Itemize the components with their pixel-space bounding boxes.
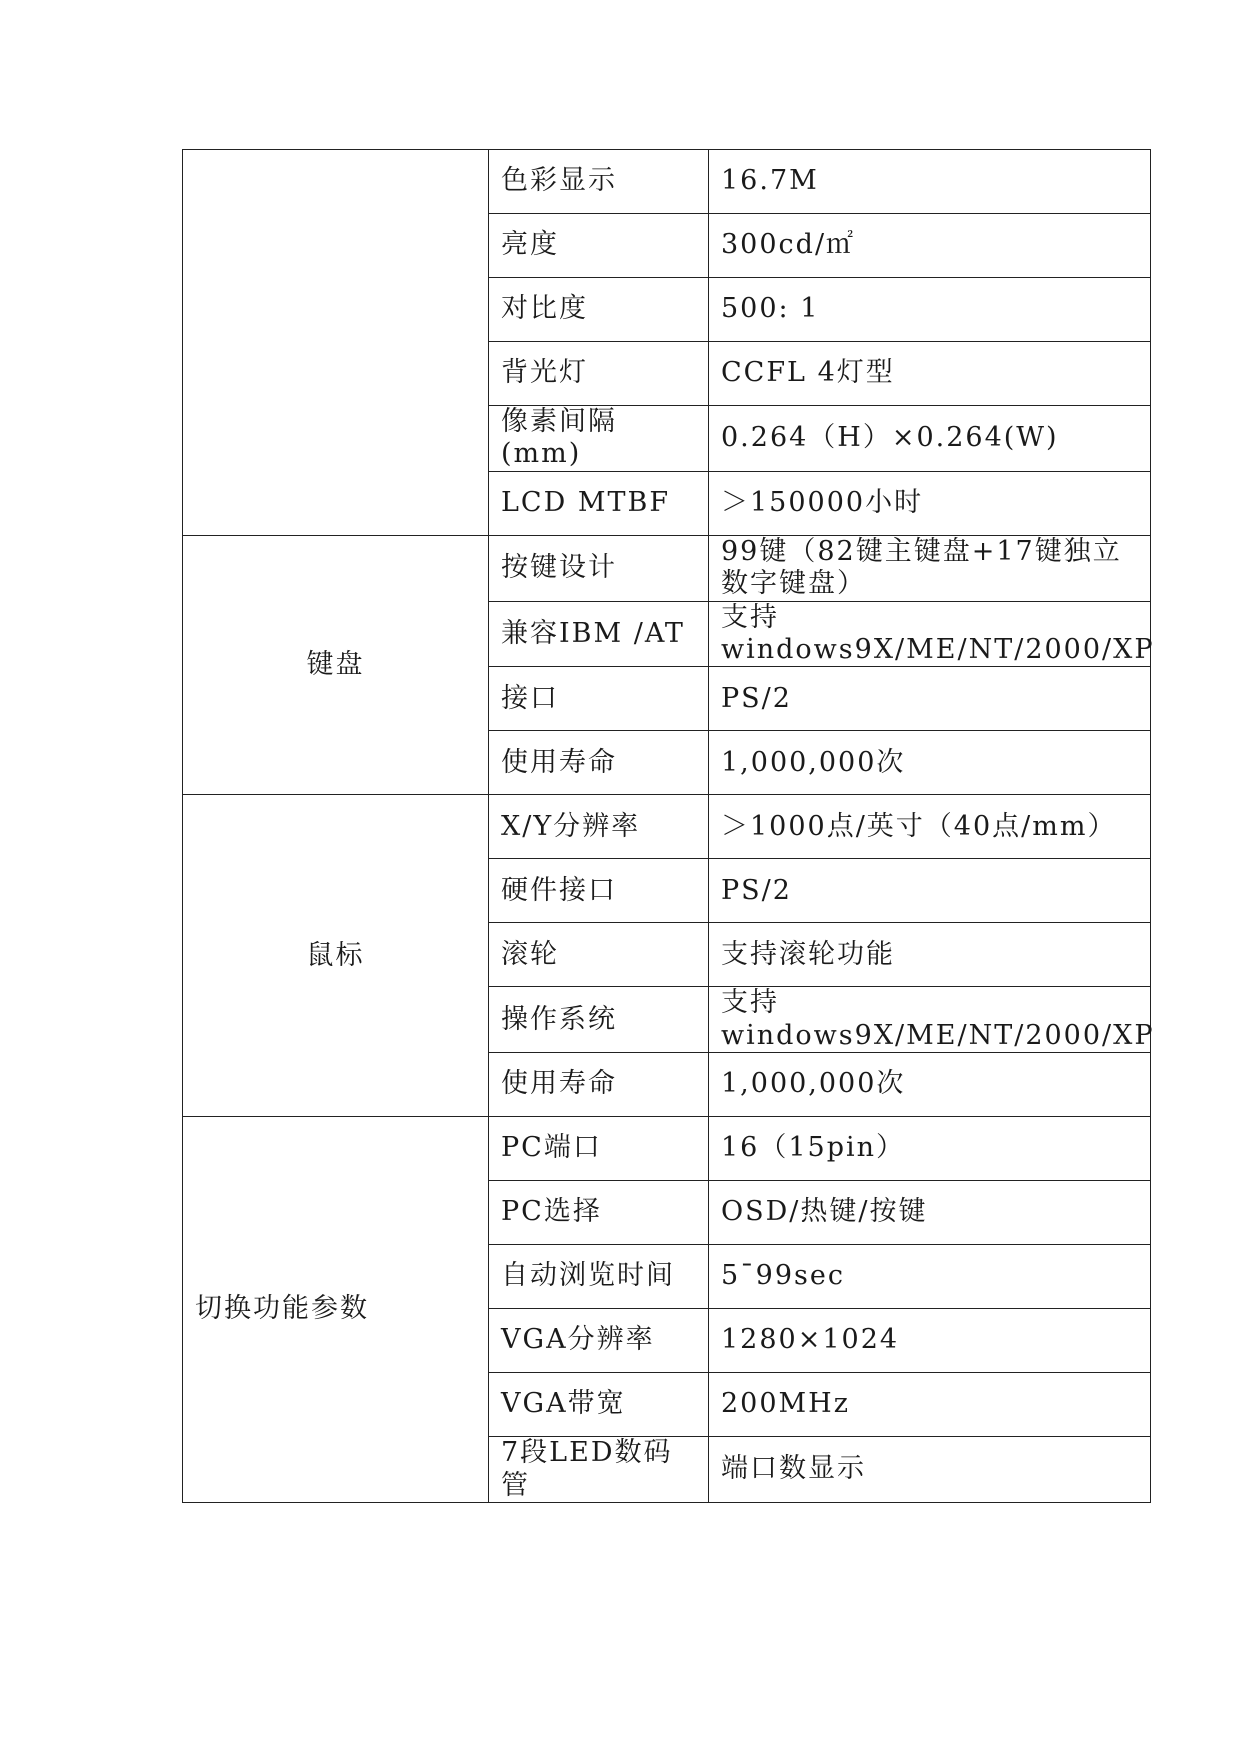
value-cell: 支持滚轮功能 — [709, 923, 1151, 987]
value-cell: ＞150000小时 — [709, 471, 1151, 535]
value-cell: OSD/热键/按键 — [709, 1181, 1151, 1245]
table-row — [183, 1117, 1151, 1181]
value-cell: 300cd/㎡ — [709, 214, 1151, 278]
value-cell: 5¯99sec — [709, 1245, 1151, 1309]
param-cell: VGA分辨率 — [489, 1309, 709, 1373]
param-cell: 色彩显示 — [489, 150, 709, 214]
value-cell: 0.264（H）×0.264(W) — [709, 406, 1151, 472]
param-cell: 硬件接口 — [489, 859, 709, 923]
param-cell: 背光灯 — [489, 342, 709, 406]
group-cell-mouse: 鼠标 — [183, 795, 489, 1117]
param-cell: 接口 — [489, 667, 709, 731]
value-cell: 1280×1024 — [709, 1309, 1151, 1373]
param-cell: 对比度 — [489, 278, 709, 342]
value-cell: 1,000,000次 — [709, 731, 1151, 795]
group-cell-keyboard: 键盘 — [183, 535, 489, 795]
param-cell: 亮度 — [489, 214, 709, 278]
table-row — [183, 535, 1151, 601]
spec-table — [182, 149, 1155, 1503]
group-cell-display — [183, 150, 489, 536]
value-cell: 16.7M — [709, 150, 1151, 214]
value-cell: 支持windows9X/ME/NT/2000/XP — [709, 987, 1151, 1053]
param-cell: X/Y分辨率 — [489, 795, 709, 859]
value-cell: ＞1000点/英寸（40点/mm） — [709, 795, 1151, 859]
value-cell: 200MHz — [709, 1373, 1151, 1437]
table-row — [183, 795, 1151, 859]
param-cell: 7段LED数码管 — [489, 1437, 709, 1503]
value-cell: 端口数显示 — [709, 1437, 1151, 1503]
param-cell: PC选择 — [489, 1181, 709, 1245]
group-cell-switch: 切换功能参数 — [183, 1117, 489, 1503]
value-cell: PS/2 — [709, 667, 1151, 731]
table-row — [183, 150, 1151, 214]
param-cell: 使用寿命 — [489, 731, 709, 795]
param-cell: 像素间隔(mm) — [489, 406, 709, 472]
param-cell: 按键设计 — [489, 535, 709, 601]
param-cell: 兼容IBM /AT — [489, 601, 709, 667]
param-cell: 滚轮 — [489, 923, 709, 987]
param-cell: VGA带宽 — [489, 1373, 709, 1437]
param-cell: LCD MTBF — [489, 471, 709, 535]
param-cell: PC端口 — [489, 1117, 709, 1181]
value-cell: 支持windows9X/ME/NT/2000/XP — [709, 601, 1151, 667]
value-cell: 1,000,000次 — [709, 1053, 1151, 1117]
param-cell: 自动浏览时间 — [489, 1245, 709, 1309]
value-cell: CCFL 4灯型 — [709, 342, 1151, 406]
value-cell: PS/2 — [709, 859, 1151, 923]
value-cell: 99键（82键主键盘+17键独立数字键盘） — [709, 535, 1151, 601]
param-cell: 使用寿命 — [489, 1053, 709, 1117]
value-cell: 16（15pin） — [709, 1117, 1151, 1181]
param-cell: 操作系统 — [489, 987, 709, 1053]
value-cell: 500: 1 — [709, 278, 1151, 342]
